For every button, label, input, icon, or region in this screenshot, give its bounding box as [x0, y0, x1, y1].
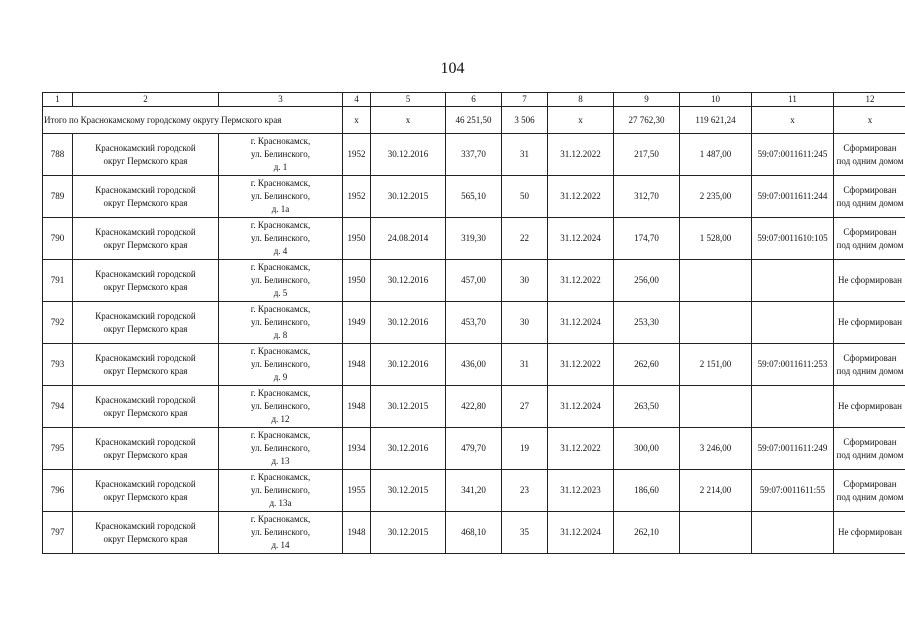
address-line: ул. Белинского, [250, 275, 310, 285]
address-line: ул. Белинского, [250, 401, 310, 411]
municipality-line: Краснокамский городской [95, 226, 196, 237]
column-number: 10 [680, 93, 752, 107]
land-area-cell [680, 386, 752, 428]
land-area-cell: 2 151,00 [680, 344, 752, 386]
column-number-row [43, 93, 905, 107]
municipality-line: округ Пермского края [103, 239, 188, 250]
table-row [43, 176, 905, 218]
land-area-cell: 1 487,00 [680, 134, 752, 176]
deadline-cell: 31.12.2023 [548, 470, 614, 512]
land-area-cell: 3 246,00 [680, 428, 752, 470]
cadastral-number-cell [752, 302, 834, 344]
municipality-cell [73, 470, 219, 512]
address-line: г. Краснокамск, [250, 304, 311, 314]
address-cell [219, 512, 343, 554]
municipality-cell [73, 218, 219, 260]
area2-cell: 312,70 [614, 176, 680, 218]
municipality-line: округ Пермского края [103, 365, 188, 376]
area2-cell: 253,30 [614, 302, 680, 344]
row-number: 791 [43, 260, 73, 302]
deadline-cell: 31.12.2024 [548, 386, 614, 428]
year-cell: 1955 [343, 470, 371, 512]
registry-table [42, 92, 905, 554]
cadastral-number-cell: 59:07:0011611:244 [752, 176, 834, 218]
total-row [43, 107, 905, 134]
date-cell: 24.08.2014 [371, 218, 446, 260]
municipality-line: Краснокамский городской [95, 310, 196, 321]
status-line: Сформирован [843, 184, 897, 195]
status-line: Не сформирован [838, 527, 902, 537]
date-cell: 30.12.2016 [371, 428, 446, 470]
cadastral-number-cell [752, 512, 834, 554]
total-land: 119 621,24 [680, 107, 752, 134]
municipality-cell [73, 428, 219, 470]
address-line: г. Краснокамск, [250, 472, 311, 482]
row-number: 796 [43, 470, 73, 512]
address-line: д. 4 [273, 246, 288, 256]
status-line: под одним домом [836, 239, 904, 250]
address-line: д. 12 [271, 414, 290, 424]
municipality-cell [73, 302, 219, 344]
area2-cell: 256,00 [614, 260, 680, 302]
count-cell: 50 [502, 176, 548, 218]
column-number: 3 [219, 93, 343, 107]
row-number: 792 [43, 302, 73, 344]
deadline-cell: 31.12.2024 [548, 302, 614, 344]
address-cell [219, 260, 343, 302]
status-line: Сформирован [843, 436, 897, 447]
area2-cell: 186,60 [614, 470, 680, 512]
address-line: г. Краснокамск, [250, 514, 311, 524]
date-cell: 30.12.2016 [371, 344, 446, 386]
deadline-cell: 31.12.2022 [548, 344, 614, 386]
date-cell: 30.12.2015 [371, 386, 446, 428]
municipality-line: Краснокамский городской [95, 436, 196, 447]
status-cell [834, 218, 905, 260]
cadastral-number-cell [752, 260, 834, 302]
count-cell: 30 [502, 260, 548, 302]
address-line: ул. Белинского, [250, 443, 310, 453]
year-cell: 1948 [343, 512, 371, 554]
status-cell [834, 176, 905, 218]
area-cell: 319,30 [446, 218, 502, 260]
table-row [43, 260, 905, 302]
address-line: г. Краснокамск, [250, 388, 311, 398]
page-number: 104 [440, 60, 465, 77]
status-line: под одним домом [836, 155, 904, 166]
cadastral-number-cell [752, 386, 834, 428]
column-number: 5 [371, 93, 446, 107]
municipality-line: Краснокамский городской [95, 268, 196, 279]
area2-cell: 262,60 [614, 344, 680, 386]
land-area-cell [680, 512, 752, 554]
table-row [43, 218, 905, 260]
deadline-cell: 31.12.2022 [548, 134, 614, 176]
municipality-line: округ Пермского края [103, 155, 188, 166]
address-line: ул. Белинского, [250, 485, 310, 495]
address-cell [219, 302, 343, 344]
area2-cell: 262,10 [614, 512, 680, 554]
row-number: 793 [43, 344, 73, 386]
municipality-line: округ Пермского края [103, 533, 188, 544]
municipality-cell [73, 260, 219, 302]
address-line: г. Краснокамск, [250, 136, 311, 146]
area2-cell: 174,70 [614, 218, 680, 260]
address-line: ул. Белинского, [250, 149, 310, 159]
municipality-line: Краснокамский городской [95, 142, 196, 153]
status-line: Не сформирован [838, 275, 902, 285]
area-cell: 479,70 [446, 428, 502, 470]
year-cell: 1952 [343, 176, 371, 218]
cadastral-number-cell: 59:07:0011611:249 [752, 428, 834, 470]
table-row [43, 302, 905, 344]
total-count: 3 506 [502, 107, 548, 134]
status-cell [834, 512, 905, 554]
cadastral-number-cell: 59:07:0011611:253 [752, 344, 834, 386]
year-cell: 1948 [343, 386, 371, 428]
count-cell: 22 [502, 218, 548, 260]
total-area2: 27 762,30 [614, 107, 680, 134]
address-line: д. 13 [271, 456, 290, 466]
column-number: 4 [343, 93, 371, 107]
total-year: х [343, 107, 371, 134]
municipality-line: Краснокамский городской [95, 478, 196, 489]
year-cell: 1948 [343, 344, 371, 386]
status-line: Сформирован [843, 226, 897, 237]
status-line: Не сформирован [838, 401, 902, 411]
column-number: 2 [73, 93, 219, 107]
cadastral-number-cell: 59:07:0011610:105 [752, 218, 834, 260]
deadline-cell: 31.12.2022 [548, 260, 614, 302]
address-line: д. 14 [271, 540, 290, 550]
count-cell: 31 [502, 344, 548, 386]
address-line: д. 1 [273, 162, 288, 172]
area-cell: 468,10 [446, 512, 502, 554]
address-cell [219, 134, 343, 176]
row-number: 794 [43, 386, 73, 428]
land-area-cell: 1 528,00 [680, 218, 752, 260]
date-cell: 30.12.2016 [371, 260, 446, 302]
address-line: д. 13а [269, 498, 292, 508]
total-area: 46 251,50 [446, 107, 502, 134]
year-cell: 1950 [343, 218, 371, 260]
cadastral-number-cell: 59:07:0011611:55 [752, 470, 834, 512]
date-cell: 30.12.2015 [371, 512, 446, 554]
status-cell [834, 470, 905, 512]
status-cell [834, 386, 905, 428]
table-row [43, 344, 905, 386]
year-cell: 1949 [343, 302, 371, 344]
table-row [43, 386, 905, 428]
area2-cell: 217,50 [614, 134, 680, 176]
land-area-cell: 2 235,00 [680, 176, 752, 218]
area2-cell: 263,50 [614, 386, 680, 428]
address-cell [219, 344, 343, 386]
address-line: д. 8 [273, 330, 288, 340]
address-line: г. Краснокамск, [250, 346, 311, 356]
total-deadline: х [548, 107, 614, 134]
year-cell: 1934 [343, 428, 371, 470]
municipality-line: Краснокамский городской [95, 520, 196, 531]
address-line: д. 1а [271, 204, 290, 214]
status-cell [834, 134, 905, 176]
address-line: ул. Белинского, [250, 317, 310, 327]
municipality-line: округ Пермского края [103, 491, 188, 502]
column-number: 8 [548, 93, 614, 107]
column-number: 7 [502, 93, 548, 107]
status-line: под одним домом [836, 365, 904, 376]
status-line: Сформирован [843, 352, 897, 363]
cadastral-number-cell: 59:07:0011611:245 [752, 134, 834, 176]
date-cell: 30.12.2015 [371, 470, 446, 512]
count-cell: 30 [502, 302, 548, 344]
area-cell: 457,00 [446, 260, 502, 302]
municipality-cell [73, 344, 219, 386]
row-number: 790 [43, 218, 73, 260]
status-line: Не сформирован [838, 317, 902, 327]
count-cell: 19 [502, 428, 548, 470]
address-cell [219, 218, 343, 260]
column-number: 6 [446, 93, 502, 107]
deadline-cell: 31.12.2022 [548, 176, 614, 218]
deadline-cell: 31.12.2024 [548, 512, 614, 554]
area-cell: 436,00 [446, 344, 502, 386]
table-row [43, 134, 905, 176]
address-line: д. 9 [273, 372, 288, 382]
land-area-cell: 2 214,00 [680, 470, 752, 512]
deadline-cell: 31.12.2024 [548, 218, 614, 260]
deadline-cell: 31.12.2022 [548, 428, 614, 470]
area-cell: 453,70 [446, 302, 502, 344]
area-cell: 337,70 [446, 134, 502, 176]
column-number: 1 [43, 93, 73, 107]
total-date: х [371, 107, 446, 134]
date-cell: 30.12.2015 [371, 176, 446, 218]
address-line: г. Краснокамск, [250, 178, 311, 188]
date-cell: 30.12.2016 [371, 302, 446, 344]
year-cell: 1952 [343, 134, 371, 176]
row-number: 797 [43, 512, 73, 554]
municipality-cell [73, 512, 219, 554]
row-number: 788 [43, 134, 73, 176]
address-line: г. Краснокамск, [250, 262, 311, 272]
status-line: Сформирован [843, 142, 897, 153]
area-cell: 565,10 [446, 176, 502, 218]
address-line: г. Краснокамск, [250, 220, 311, 230]
row-number: 789 [43, 176, 73, 218]
status-cell [834, 260, 905, 302]
address-line: ул. Белинского, [250, 527, 310, 537]
count-cell: 31 [502, 134, 548, 176]
year-cell: 1950 [343, 260, 371, 302]
municipality-line: Краснокамский городской [95, 184, 196, 195]
address-cell [219, 470, 343, 512]
status-line: под одним домом [836, 449, 904, 460]
status-cell [834, 428, 905, 470]
table-row [43, 470, 905, 512]
column-number: 9 [614, 93, 680, 107]
address-line: ул. Белинского, [250, 359, 310, 369]
municipality-cell [73, 134, 219, 176]
status-line: Сформирован [843, 478, 897, 489]
address-cell [219, 176, 343, 218]
municipality-line: округ Пермского края [103, 407, 188, 418]
municipality-cell [73, 386, 219, 428]
count-cell: 35 [502, 512, 548, 554]
municipality-line: округ Пермского края [103, 281, 188, 292]
municipality-line: округ Пермского края [103, 449, 188, 460]
count-cell: 23 [502, 470, 548, 512]
status-cell [834, 344, 905, 386]
column-number: 11 [752, 93, 834, 107]
municipality-line: округ Пермского края [103, 197, 188, 208]
status-cell [834, 302, 905, 344]
municipality-cell [73, 176, 219, 218]
column-number: 12 [834, 93, 905, 107]
municipality-line: Краснокамский городской [95, 352, 196, 363]
address-cell [219, 386, 343, 428]
status-line: под одним домом [836, 197, 904, 208]
total-cadastral: х [752, 107, 834, 134]
count-cell: 27 [502, 386, 548, 428]
table-row [43, 428, 905, 470]
area-cell: 341,20 [446, 470, 502, 512]
land-area-cell [680, 302, 752, 344]
municipality-line: Краснокамский городской [95, 394, 196, 405]
area2-cell: 300,00 [614, 428, 680, 470]
address-line: д. 5 [273, 288, 288, 298]
table-row [43, 512, 905, 554]
municipality-line: округ Пермского края [103, 323, 188, 334]
land-area-cell [680, 260, 752, 302]
total-label: Итого по Краснокамскому городскому округу Пермского края [43, 107, 343, 134]
address-line: ул. Белинского, [250, 191, 310, 201]
address-line: г. Краснокамск, [250, 430, 311, 440]
address-line: ул. Белинского, [250, 233, 310, 243]
address-cell [219, 428, 343, 470]
row-number: 795 [43, 428, 73, 470]
date-cell: 30.12.2016 [371, 134, 446, 176]
total-status: х [834, 107, 905, 134]
area-cell: 422,80 [446, 386, 502, 428]
status-line: под одним домом [836, 491, 904, 502]
